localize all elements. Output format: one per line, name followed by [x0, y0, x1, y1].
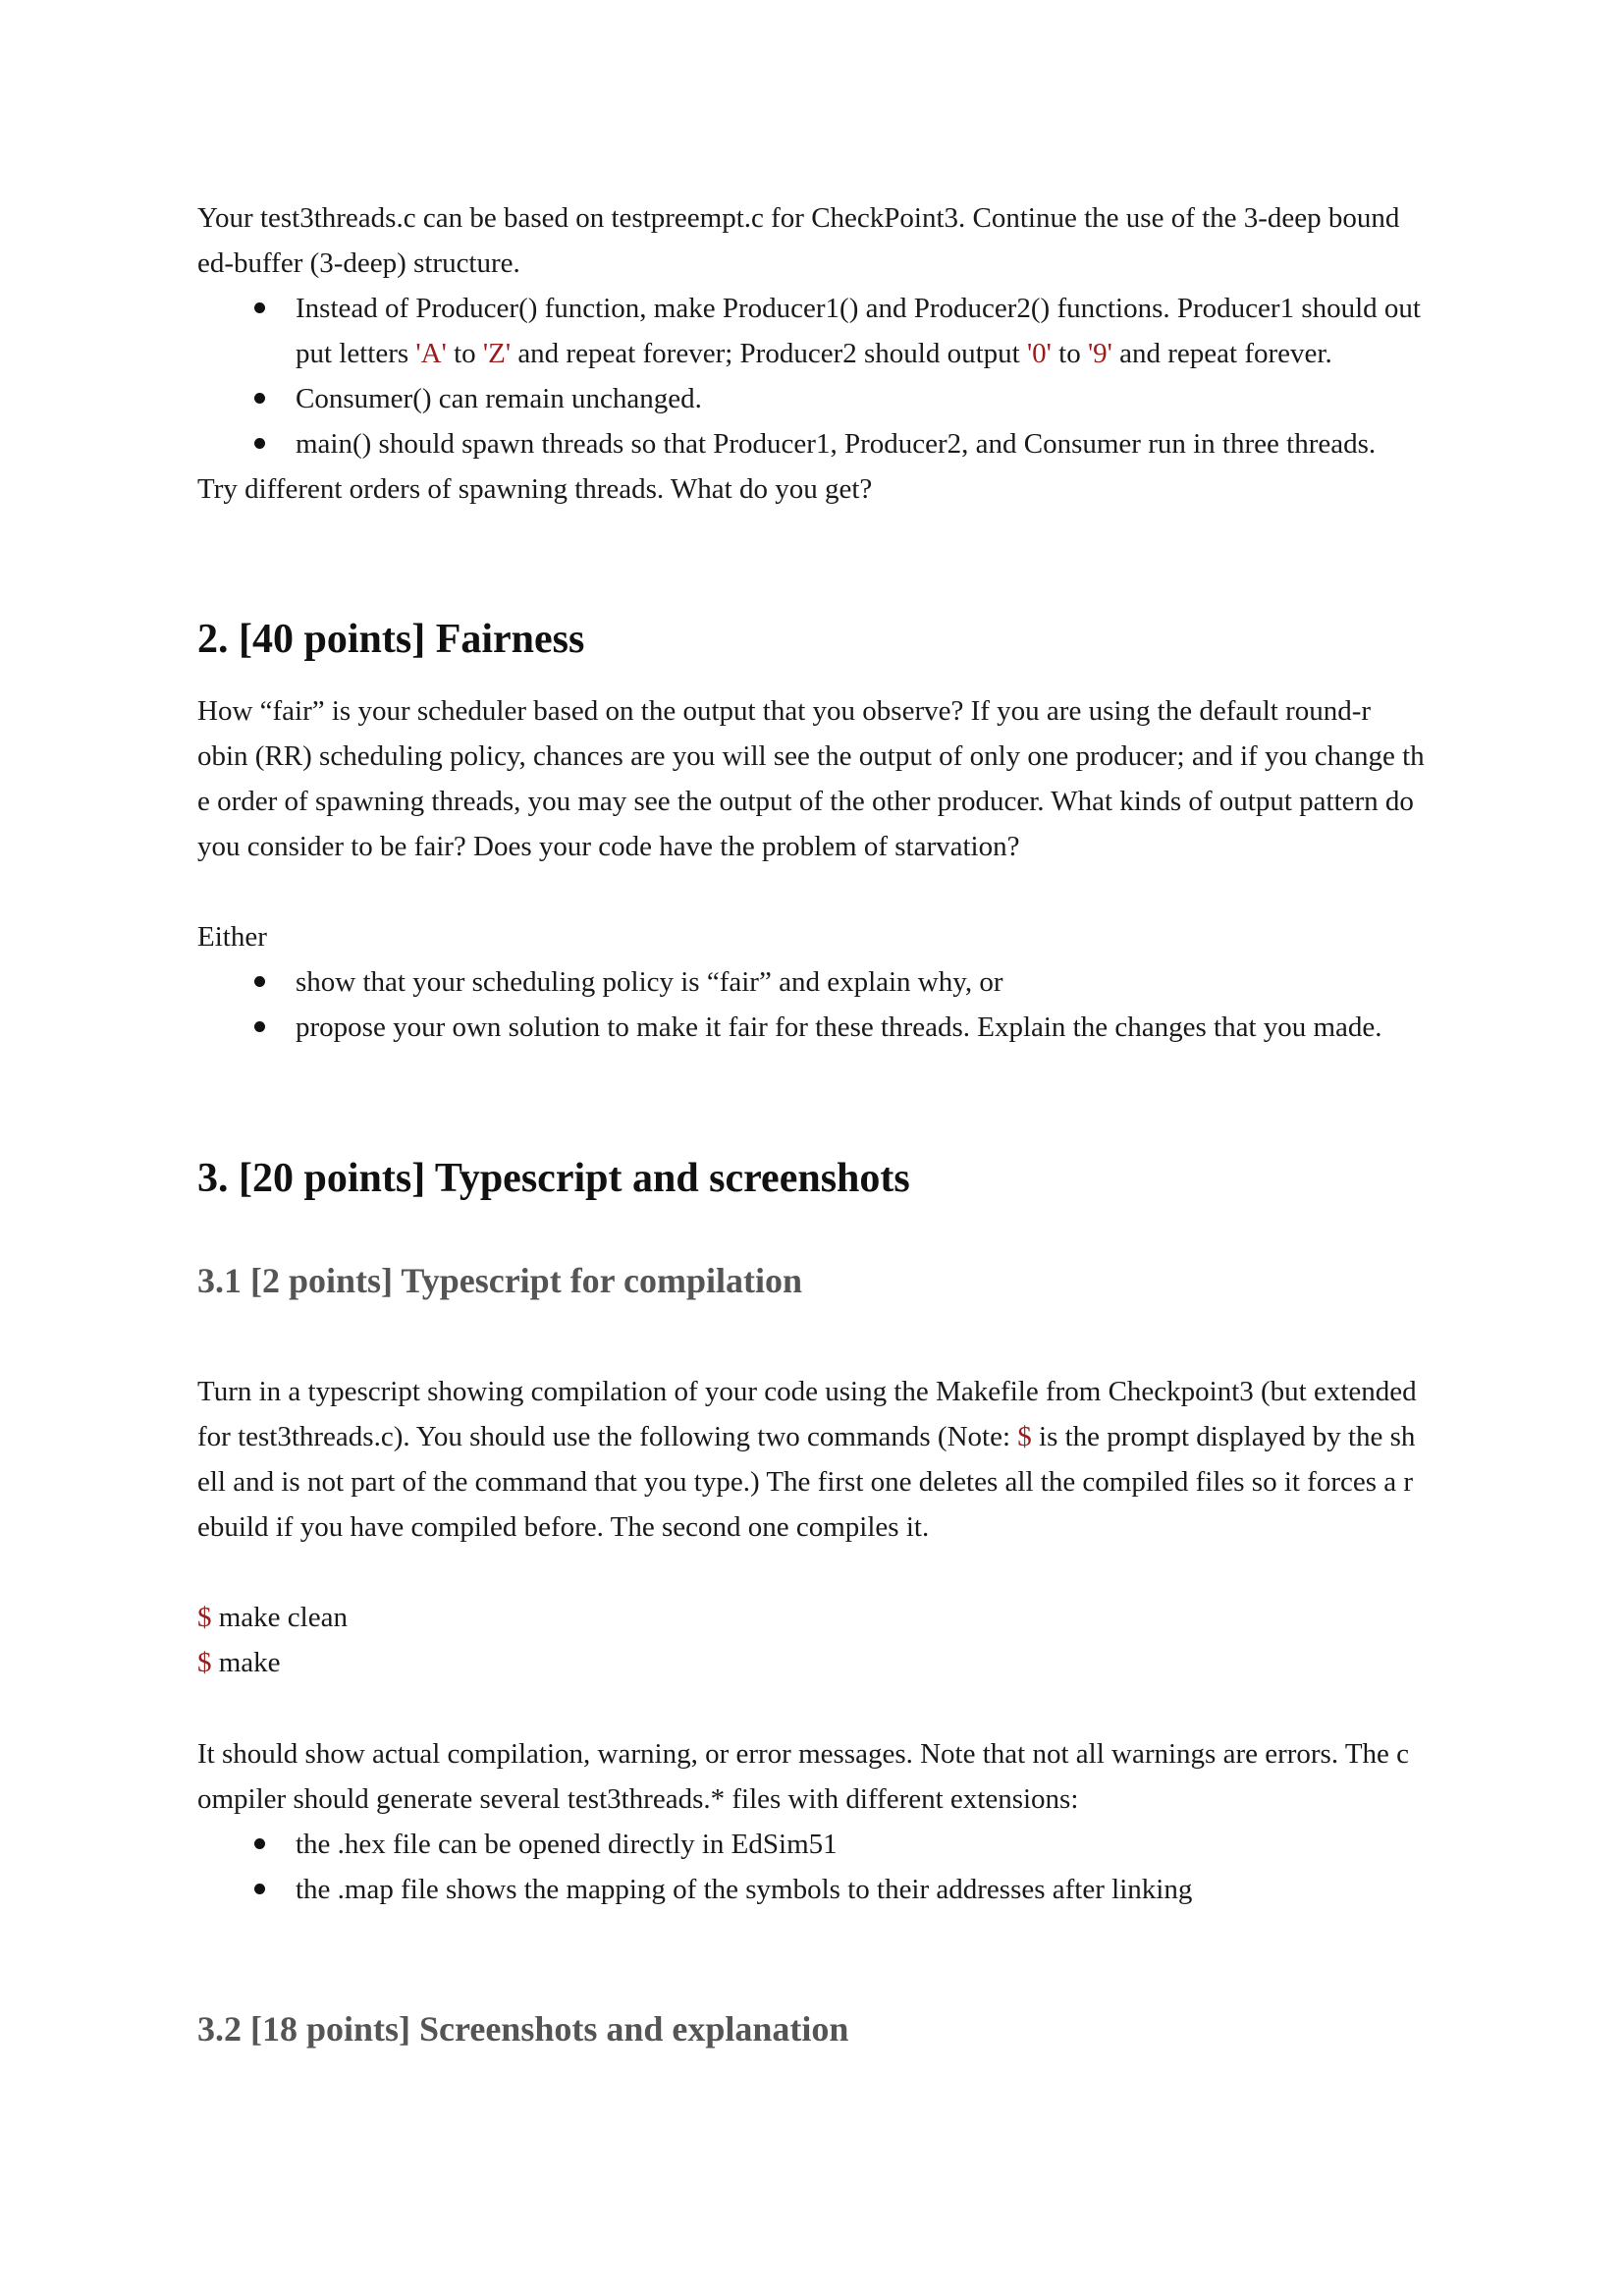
- either-label: Either: [197, 921, 267, 953]
- paragraph-line: ebuild if you have compiled before. The second one compiles it.: [197, 1511, 930, 1543]
- list-item: main() should spawn threads so that Producer1, Producer2, and Consumer run in three threads.: [197, 421, 1464, 466]
- char-literal: 'Z': [482, 338, 512, 369]
- command-make: $ make: [197, 1647, 281, 1678]
- bullet-icon: [254, 393, 265, 404]
- paragraph-line: Turn in a typescript showing compilation of your code using the Makefile from Checkpoint3 (but extended: [197, 1376, 1417, 1407]
- list-item: [197, 286, 1464, 376]
- subsection-heading-screenshots: 3.2 [18 points] Screenshots and explanation: [197, 2009, 849, 2049]
- output-paragraph: [197, 1731, 1464, 1912]
- bullet-icon: [254, 1021, 265, 1032]
- prompt-symbol: $: [197, 1602, 212, 1633]
- list-item: Consumer() can remain unchanged.: [197, 376, 1464, 421]
- char-literal: '0': [1026, 338, 1052, 369]
- bullet-icon: [254, 1884, 265, 1894]
- paragraph-line: obin (RR) scheduling policy, chances are you will see the output of only one producer; and if you change th: [197, 740, 1425, 772]
- list-item: propose your own solution to make it fair for these threads. Explain the changes that you made.: [197, 1005, 1464, 1050]
- bullet-icon: [254, 976, 265, 987]
- list-item: the .hex file can be opened directly in EdSim51: [197, 1822, 1464, 1867]
- bullet-icon: [254, 302, 265, 313]
- paragraph-line: ell and is not part of the command that you type.) The first one deletes all the compiled files so it forces a r: [197, 1466, 1414, 1498]
- paragraph-line: How “fair” is your scheduler based on the output that you observe? If you are using the default round-r: [197, 695, 1372, 727]
- paragraph-line: ed-buffer (3-deep) structure.: [197, 247, 520, 279]
- bullet-icon: [254, 1838, 265, 1849]
- list-item: the .map file shows the mapping of the symbols to their addresses after linking: [197, 1867, 1464, 1912]
- paragraph-line: for test3threads.c). You should use the following two commands (Note: $ is the prompt displayed by the sh: [197, 1421, 1416, 1452]
- list-item: show that your scheduling policy is “fair” and explain why, or: [197, 959, 1464, 1005]
- paragraph-line: you consider to be fair? Does your code have the problem of starvation?: [197, 831, 1020, 862]
- list-item-line: Instead of Producer() function, make Producer1() and Producer2() functions. Producer1 should out: [296, 293, 1421, 324]
- prompt-symbol: $: [197, 1647, 212, 1678]
- paragraph-line: Try different orders of spawning threads. What do you get?: [197, 473, 873, 505]
- command-block: [197, 1595, 1464, 1685]
- char-literal: '9': [1087, 338, 1112, 369]
- paragraph-line: ompiler should generate several test3threads.* files with different extensions:: [197, 1783, 1079, 1815]
- paragraph-line: e order of spawning threads, you may see the output of the other producer. What kinds of output pattern do: [197, 786, 1414, 817]
- section-heading-typescript: 3. [20 points] Typescript and screenshots: [197, 1156, 910, 1201]
- prompt-symbol: $: [1017, 1421, 1032, 1452]
- paragraph-line: Your test3threads.c can be based on testpreempt.c for CheckPoint3. Continue the use of the 3-deep bound: [197, 202, 1400, 234]
- section-heading-fairness: 2. [40 points] Fairness: [197, 617, 585, 662]
- fairness-paragraph: [197, 688, 1464, 869]
- compilation-paragraph: [197, 1369, 1464, 1550]
- section1-continuation: [197, 195, 1464, 512]
- char-literal: 'A': [415, 338, 447, 369]
- bullet-icon: [254, 438, 265, 449]
- list-item-line: put letters 'A' to 'Z' and repeat forever; Producer2 should output '0' to '9' and repeat forever.: [296, 338, 1332, 369]
- paragraph-line: It should show actual compilation, warning, or error messages. Note that not all warnings are errors. The c: [197, 1738, 1410, 1770]
- subsection-heading-compilation: 3.1 [2 points] Typescript for compilation: [197, 1261, 803, 1300]
- command-make-clean: $ make clean: [197, 1602, 348, 1633]
- either-block: [197, 914, 1464, 1050]
